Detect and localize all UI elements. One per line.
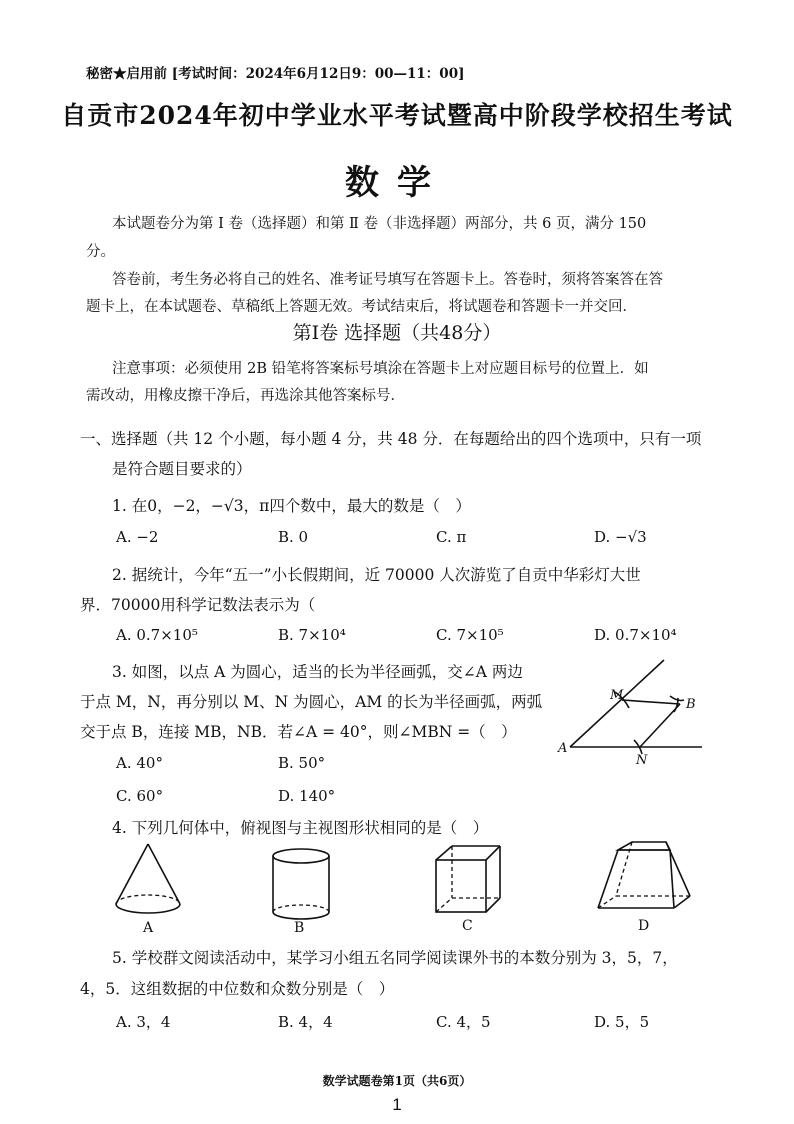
page-number: 1	[392, 1095, 402, 1114]
cone-right-edge	[148, 844, 180, 904]
q5-option-d: D. 5，5	[594, 1013, 650, 1031]
cube-edge-1	[436, 846, 452, 860]
segment-nb	[640, 704, 680, 747]
q3-angle-figure	[552, 654, 712, 772]
q3-option-c: C. 60°	[116, 787, 164, 805]
cylinder-top	[273, 849, 329, 863]
q5-stem-1: 5. 学校群文阅读活动中，某学习小组五名同学阅读课外书的本数分别为 3，5，7，	[112, 949, 678, 967]
q3-stem-1: 3. 如图，以点 A 为圆心，适当的长为半径画弧，交∠A 两边	[112, 663, 523, 681]
cube-front-face	[436, 860, 486, 912]
q3-option-d: D. 140°	[278, 787, 336, 805]
cube-hidden-3	[436, 898, 452, 912]
part-one-heading-1: 一、选择题（共 12 个小题，每小题 4 分，共 48 分．在每题给出的四个选项中，只有一项	[80, 430, 702, 448]
notice-line-2: 需改动，用橡皮擦干净后，再选涂其他答案标号．	[86, 388, 405, 404]
q1-option-a: A. −2	[116, 528, 159, 546]
q2-option-a: A. 0.7×10⁵	[116, 626, 198, 644]
q2-option-b: B. 7×10⁴	[278, 626, 346, 644]
section-title: 第Ⅰ卷 选择题（共48分）	[292, 322, 502, 344]
q3-option-a: A. 40°	[116, 754, 163, 772]
part-one-heading-2: 是符合题目要求的）	[112, 460, 252, 478]
q4-label-c: C	[462, 918, 473, 934]
q4-solid-cube	[432, 842, 504, 918]
q5-option-a: A. 3，4	[116, 1013, 171, 1031]
q2-stem-2: 界．70000用科学记数法表示为（	[80, 596, 316, 614]
q4-label-b: B	[294, 920, 305, 936]
frustum-back-right	[666, 842, 690, 896]
instructions-line-4: 题卡上，在本试题卷、草稿纸上答题无效。考试结束后，将试题卷和答题卡一并交回．	[86, 299, 637, 315]
q4-solid-frustum	[592, 838, 696, 920]
q1-option-c: C. π	[436, 528, 467, 546]
label-n: N	[636, 753, 648, 768]
q2-stem-1: 2. 据统计，今年“五一”小长假期间，近 70000 人次游览了自贡中华彩灯大世	[112, 566, 641, 584]
exam-title: 自贡市2024年初中学业水平考试暨高中阶段学校招生考试	[61, 101, 733, 130]
frustum-left-edge	[598, 850, 618, 908]
cube-edge-5	[486, 898, 500, 912]
cone-base-back	[116, 895, 180, 904]
subject-title: 数学	[345, 163, 449, 203]
q5-stem-2: 4，5．这组数据的中位数和众数分别是（ ）	[80, 980, 395, 998]
q5-option-b: B. 4，4	[278, 1013, 333, 1031]
instructions-line-1: 本试题卷分为第 Ⅰ 卷（选择题）和第 Ⅱ 卷（非选择题）两部分，共 6 页，满分 150	[112, 216, 647, 232]
q1-option-d: D. −√3	[594, 528, 647, 546]
arc-mark-b1	[670, 696, 684, 701]
cylinder-base-front	[273, 912, 329, 919]
q3-stem-3: 交于点 B，连接 MB，NB．若∠A = 40°，则∠MBN =（ ）	[80, 723, 517, 741]
label-a: A	[558, 741, 568, 756]
q4-solid-cone	[110, 840, 190, 920]
frustum-bottom-right	[674, 896, 690, 908]
label-b: B	[686, 697, 696, 712]
label-m: M	[610, 688, 624, 703]
q2-option-d: D. 0.7×10⁴	[594, 626, 677, 644]
instructions-line-3: 答卷前，考生务必将自己的姓名、准考证号填写在答题卡上。答卷时，须将答案答在答	[112, 272, 663, 288]
q5-option-c: C. 4，5	[436, 1013, 491, 1031]
instructions-line-2: 分。	[86, 244, 115, 260]
page-footer: 数学试题卷第1页（共6页）	[322, 1074, 472, 1088]
q4-solid-cylinder	[266, 846, 336, 926]
cylinder-base-back	[273, 905, 329, 912]
q4-label-d: D	[638, 918, 650, 934]
q4-stem: 4. 下列几何体中，俯视图与主视图形状相同的是（ ）	[112, 819, 489, 837]
cone-base-front	[116, 904, 180, 913]
segment-mb	[622, 700, 680, 704]
q3-option-b: B. 50°	[278, 754, 326, 772]
q3-stem-2: 于点 M，N，再分别以 M、N 为圆心，AM 的长为半径画弧，两弧	[80, 693, 543, 711]
notice-line-1: 注意事项：必须使用 2B 铅笔将答案标号填涂在答题卡上对应题目标号的位置上．如	[112, 361, 649, 377]
q4-label-a: A	[143, 920, 154, 936]
cube-edge-2	[486, 846, 500, 860]
confidential-header: 秘密★启用前 [考试时间：2024年6月12日9：00—11：00]	[86, 66, 465, 82]
q1-stem: 1. 在0，−2，−√3，π四个数中，最大的数是（ ）	[112, 497, 471, 515]
q2-option-c: C. 7×10⁵	[436, 626, 504, 644]
frustum-top-face	[618, 842, 670, 850]
angle-upper-ray	[570, 660, 664, 747]
q1-option-b: B. 0	[278, 528, 309, 546]
